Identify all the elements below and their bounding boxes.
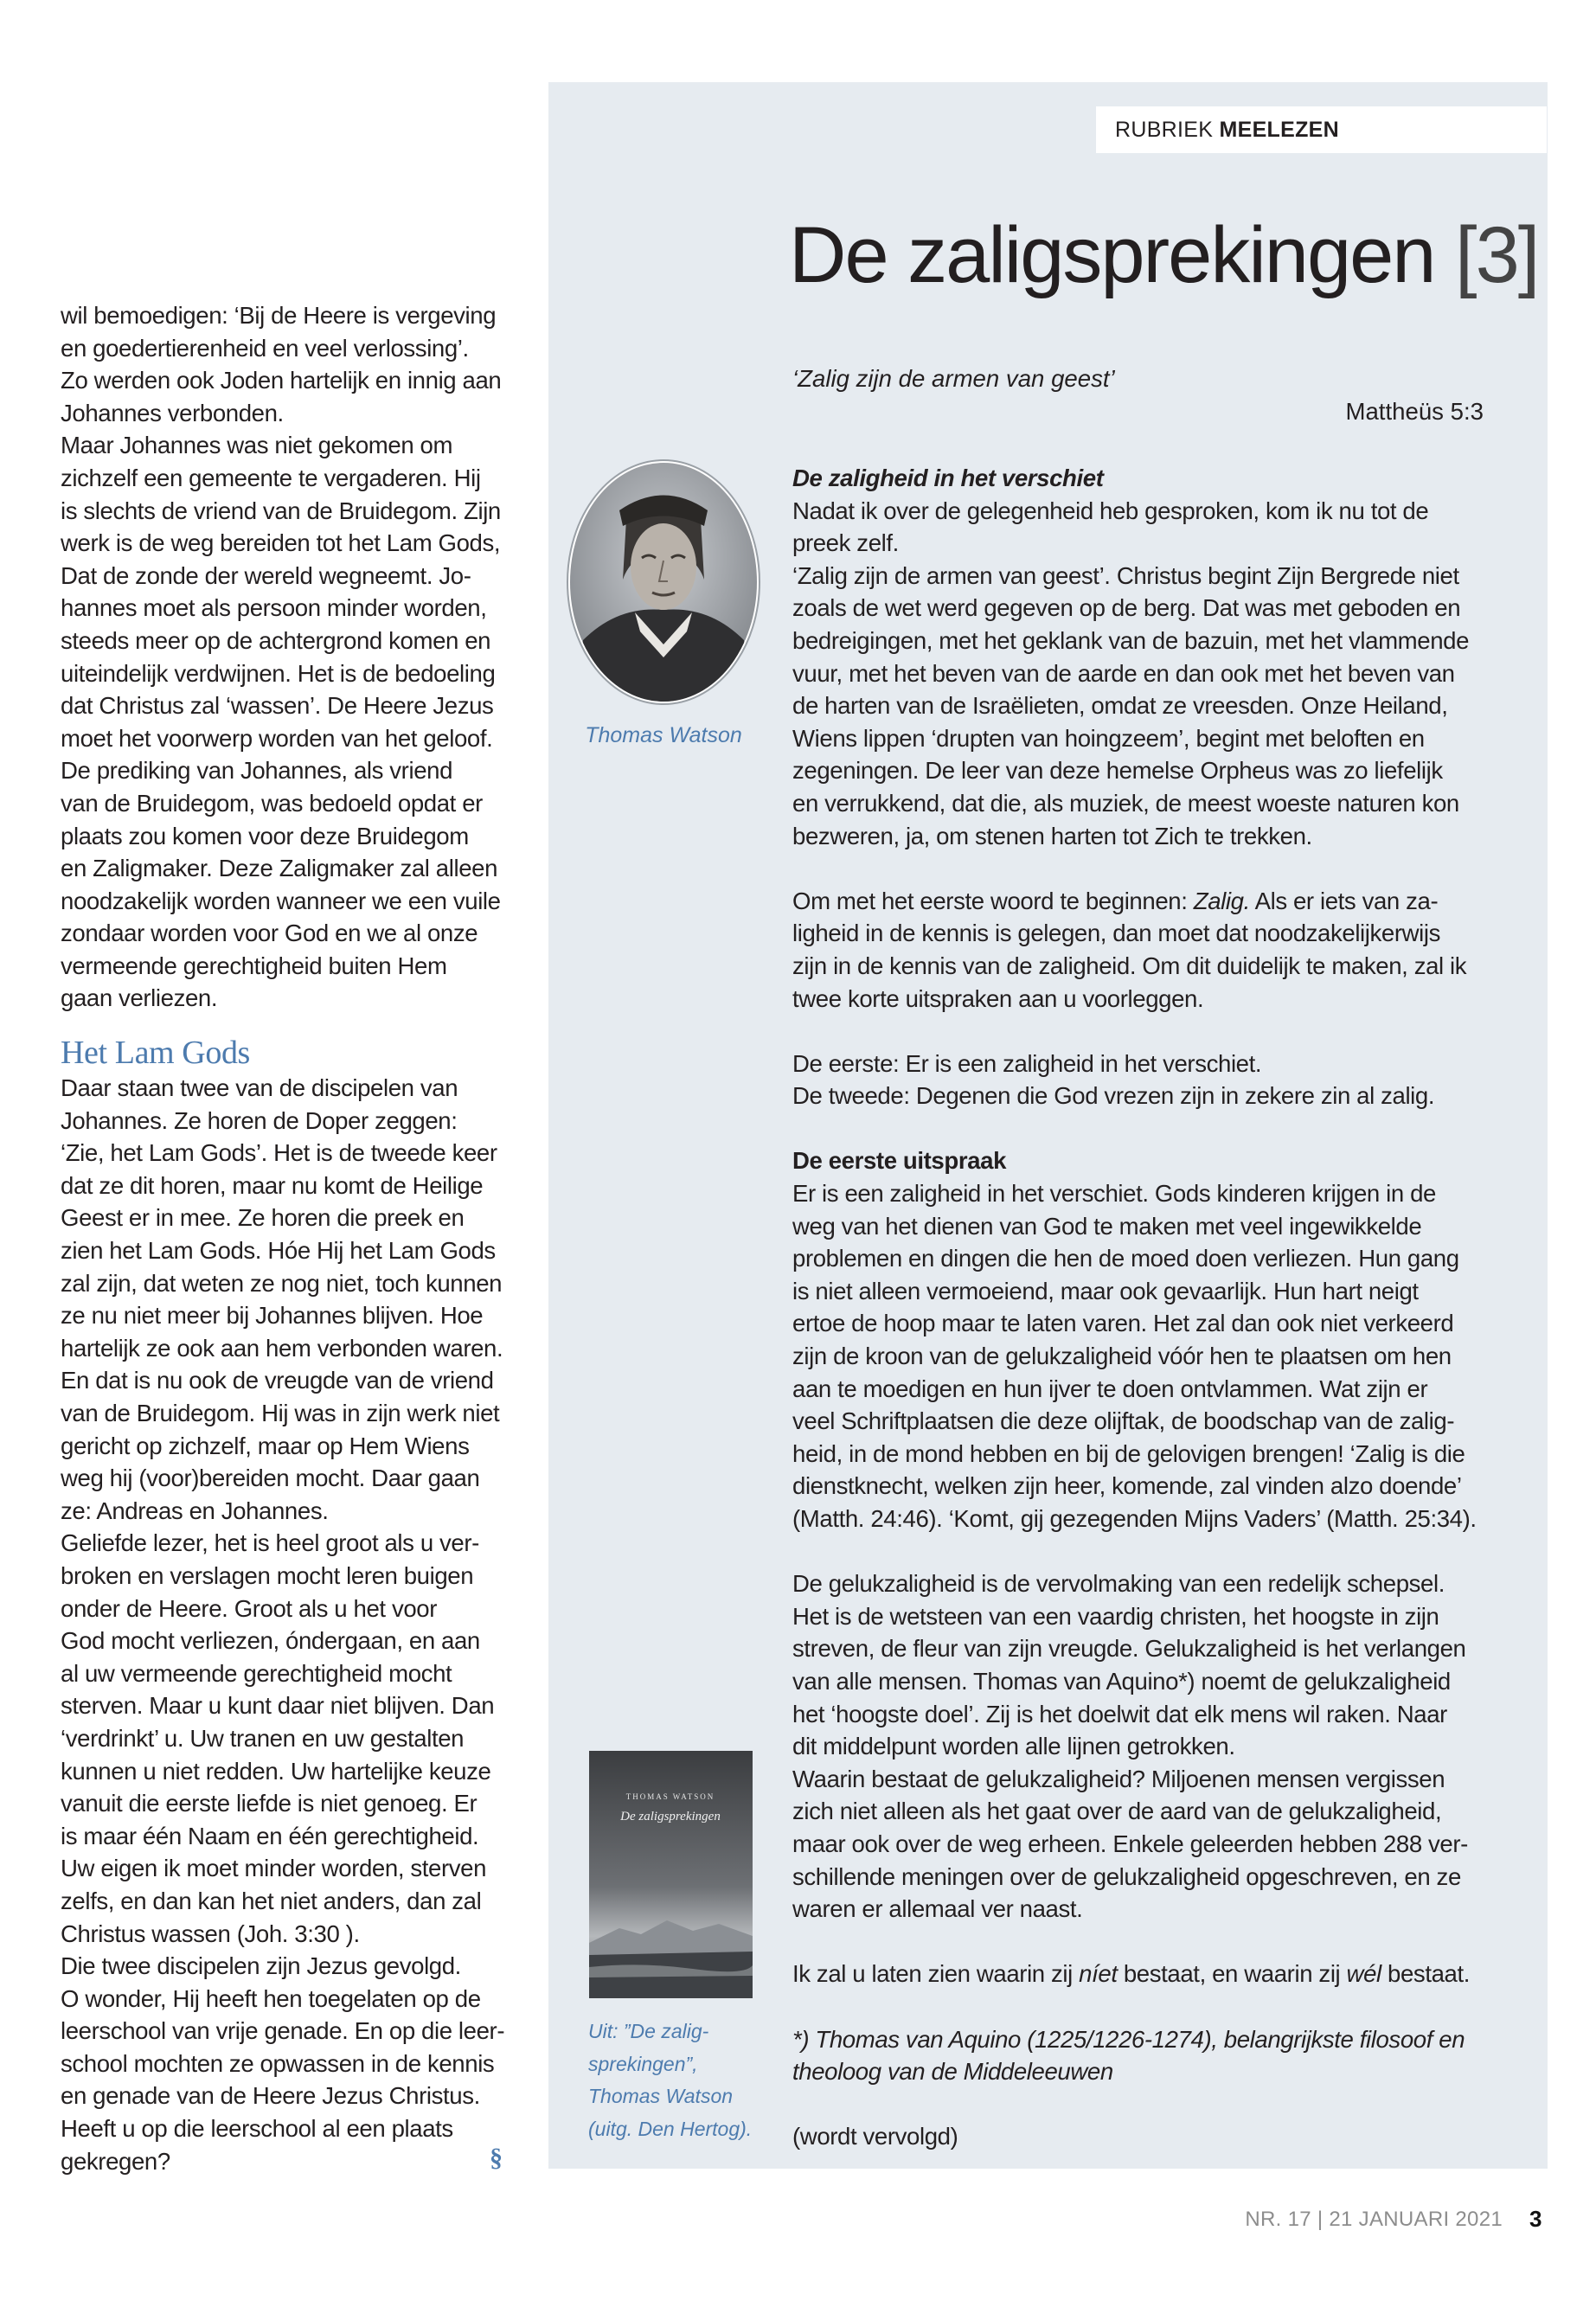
left-line: van de Bruidegom. Hij was in zijn werk niet: [61, 1400, 500, 1426]
main-line: problemen en dingen die hen de moed doen verliezen. Hun gang: [792, 1245, 1459, 1272]
epigraph-reference: Mattheüs 5:3: [1345, 398, 1484, 425]
main-line: Wiens lippen ‘drupten van hoingzeem’, begint met beloften en: [792, 724, 1425, 752]
left-line: Maar Johannes was niet gekomen om: [61, 432, 453, 459]
left-line: Geest er in mee. Ze horen die preek en: [61, 1204, 465, 1232]
left-line: onder de Heere. Groot als u het voor: [61, 1594, 438, 1622]
main-line: van alle mensen. Thomas van Aquino*) noemt de gelukzaligheid: [792, 1667, 1451, 1695]
main-line: Er is een zaligheid in het verschiet. Gods kinderen krijgen in de: [792, 1180, 1436, 1208]
left-line: ‘Zie, het Lam Gods’. Het is de tweede keer: [61, 1139, 497, 1167]
left-line: leerschool van vrije genade. En op die leer-: [61, 2017, 505, 2045]
footnote-line: *) Thomas van Aquino (1225/1226-1274), belangrijkste filosoof en: [792, 2025, 1465, 2053]
subheading: De zaligheid in het verschiet: [792, 465, 1104, 491]
rubriek-name: MEELEZEN: [1219, 118, 1340, 142]
main-line: de harten van de Israëlieten, omdat ze vreesden. Onze Heiland,: [792, 692, 1448, 720]
epigraph-quote: ‘Zalig zijn de armen van geest’: [792, 365, 1115, 392]
main-line: veel Schriftplaatsen die deze olijftak, de boodschap van de zalig-: [792, 1407, 1455, 1435]
left-line: gericht op zichzelf, maar op Hem Wiens: [61, 1432, 470, 1459]
left-line: en Zaligmaker. Deze Zaligmaker zal alleen: [61, 855, 498, 882]
left-line: zelfs, en dan kan het niet anders, dan zal: [61, 1887, 482, 1914]
title-number: [3]: [1455, 211, 1539, 299]
title-text: De zaligsprekingen: [789, 211, 1456, 299]
left-line: al uw vermeende gerechtigheid mocht: [61, 1659, 452, 1687]
left-line: ze nu niet meer bij Johannes blijven. Hoe: [61, 1302, 484, 1330]
rubriek-label: [1096, 106, 1547, 153]
main-line: ligheid in de kennis is gelegen, dan moet dat noodzakelijkerwijs: [792, 920, 1441, 947]
main-line: zich niet alleen als het gaat over de aard van de gelukzaligheid,: [792, 1798, 1442, 1825]
main-line: en verrukkend, dat die, als muziek, de meest woeste naturen kon: [792, 789, 1459, 817]
main-line: weg van het dienen van God te maken met veel ingewikkelde: [792, 1212, 1422, 1240]
left-line: wil bemoedigen: ‘Bij de Heere is vergeving: [61, 302, 497, 329]
main-line: bezweren, ja, om stenen harten tot Zich te trekken.: [792, 822, 1312, 849]
main-line: is niet alleen vermoeiend, maar ook gevaarlijk. Hun hart neigt: [792, 1277, 1419, 1304]
left-line: gekregen?: [61, 2147, 170, 2175]
left-line: Die twee discipelen zijn Jezus gevolgd.: [61, 1952, 461, 1980]
left-line: is maar één Naam en één gerechtigheid.: [61, 1822, 479, 1849]
footnote-line: theoloog van de Middeleeuwen: [792, 2058, 1113, 2086]
left-line: dat Christus zal ‘wassen’. De Heere Jezus: [61, 692, 494, 720]
page-title: [789, 208, 1538, 303]
left-line: werk is de weg bereiden tot het Lam Gods,: [61, 529, 501, 557]
main-line: Het is de wetsteen van een vaardig christen, het hoogste in zijn: [792, 1602, 1439, 1630]
left-line: steeds meer op de achtergrond komen en: [61, 626, 491, 654]
left-line: Daar staan twee van de discipelen van: [61, 1074, 458, 1102]
left-line: van de Bruidegom, was bedoeld opdat er: [61, 789, 483, 817]
left-line: zien het Lam Gods. Hóe Hij het Lam Gods: [61, 1237, 496, 1265]
left-line: Dat de zonde der wereld wegneemt. Jo-: [61, 561, 471, 589]
main-line: heid, in de mond hebben en bij de gelovigen brengen! ‘Zalig is die: [792, 1439, 1465, 1467]
book-author: THOMAS WATSON: [625, 1792, 715, 1801]
main-line: zegeningen. De leer van deze hemelse Orpheus was zo liefelijk: [792, 757, 1443, 785]
left-line: ‘verdrinkt’ u. Uw tranen en uw gestalten: [61, 1724, 465, 1752]
main-line: zijn de kroon van de gelukzaligheid vóór hen te plaatsen om hen: [792, 1343, 1452, 1370]
left-line: God mocht verliezen, óndergaan, en aan: [61, 1627, 480, 1655]
main-line: bedreigingen, met het geklank van de bazuin, met het vlammende: [792, 626, 1470, 654]
left-line: dat ze dit horen, maar nu komt de Heilige: [61, 1171, 484, 1199]
left-line: Heeft u op die leerschool al een plaats: [61, 2115, 453, 2143]
left-line: plaats zou komen voor deze Bruidegom: [61, 822, 469, 849]
main-line: aan te moedigen en hun ijver te doen ontvlammen. Wat zijn er: [792, 1375, 1428, 1402]
left-line: Uw eigen ik moet minder worden, sterven: [61, 1855, 487, 1882]
main-line: zoals de wet werd gegeven op de berg. Dat was met geboden en: [792, 594, 1461, 622]
main-line: streven, de fleur van zijn vreugde. Gelukzaligheid is het verlangen: [792, 1635, 1466, 1663]
main-line: schillende meningen over de gelukzaligheid opgeschreven, en ze: [792, 1862, 1461, 1890]
left-line: Johannes verbonden.: [61, 399, 284, 426]
left-line: vermeende gerechtigheid buiten Hem: [61, 952, 447, 979]
main-line: Waarin bestaat de gelukzaligheid? Miljoenen mensen vergissen: [792, 1765, 1445, 1792]
rubriek-prefix: RUBRIEK: [1115, 118, 1220, 142]
main-line: vuur, met het beven van de aarde en dan ook met het beven van: [792, 659, 1455, 687]
left-line: sterven. Maar u kunt daar niet blijven. Dan: [61, 1692, 495, 1720]
book-caption-line: Uit: ”De zalig-: [588, 2020, 709, 2042]
main-line: ertoe de hoop maar te laten varen. Het zal dan ook niet verkeerd: [792, 1310, 1454, 1337]
left-line: zondaar worden voor God en we al onze: [61, 920, 478, 947]
subheading: De eerste uitspraak: [792, 1147, 1007, 1175]
portrait-caption: Thomas Watson: [585, 723, 742, 747]
main-line: maar ook over de weg erheen. Enkele geleerden hebben 288 ver-: [792, 1830, 1468, 1857]
left-line: school mochten ze opwassen in de kennis: [61, 2049, 495, 2077]
left-line: zal zijn, dat weten ze nog niet, toch kunnen: [61, 1269, 503, 1297]
page-number: 3: [1529, 2206, 1542, 2232]
main-line: Ik zal u laten zien waarin zij níet bestaat, en waarin zij wél bestaat.: [792, 1960, 1471, 1988]
left-line: Geliefde lezer, het is heel groot als u ver-: [61, 1529, 479, 1557]
main-line: (Matth. 24:46). ‘Komt, gij gezegenden Mijns Vaders’ (Matth. 25:34).: [792, 1505, 1477, 1532]
left-line: En dat is nu ook de vreugde van de vriend: [61, 1367, 494, 1394]
main-line: De tweede: Degenen die God vrezen zijn in zekere zin al zalig.: [792, 1082, 1435, 1110]
book-caption-line: sprekingen”,: [588, 2052, 698, 2075]
left-line: gaan verliezen.: [61, 984, 218, 1012]
main-line: Nadat ik over de gelegenheid heb gesproken, kom ik nu tot de: [792, 497, 1429, 524]
main-line: dienstknecht, welken zijn heer, komende, zal vinden alzo doende’: [792, 1472, 1462, 1500]
main-line: het ‘hoogste doel’. Zij is het doelwit dat elk mens wil raken. Naar: [792, 1700, 1447, 1727]
left-column: [61, 299, 510, 2177]
left-line: hartelijk ze ook aan hem verbonden waren.: [61, 1334, 503, 1362]
main-line: preek zelf.: [792, 529, 899, 557]
left-line: zichzelf een gemeente te vergaderen. Hij: [61, 464, 481, 491]
issue-info: NR. 17 | 21 JANUARI 2021: [1245, 2208, 1503, 2231]
main-column: [792, 462, 1484, 2153]
left-line: vanuit die eerste liefde is niet genoeg. Er: [61, 1790, 478, 1817]
main-line: De eerste: Er is een zaligheid in het verschiet.: [792, 1049, 1262, 1077]
section-heading: Het Lam Gods: [61, 1035, 250, 1072]
left-line: O wonder, Hij heeft hen toegelaten op de: [61, 1984, 481, 2012]
main-line: De gelukzaligheid is de vervolmaking van een redelijk schepsel.: [792, 1570, 1445, 1598]
end-mark-icon: §: [490, 2144, 503, 2172]
portrait-image: [566, 458, 761, 706]
left-line: moet het voorwerp worden van het geloof.: [61, 724, 493, 752]
main-line: waren er allemaal ver naast.: [792, 1895, 1083, 1923]
left-line: hannes moet als persoon minder worden,: [61, 594, 487, 622]
left-line: kunnen u niet redden. Uw hartelijke keuze: [61, 1757, 491, 1785]
left-line: Christus wassen (Joh. 3:30 ).: [61, 1920, 360, 1947]
left-line: weg hij (voor)bereiden mocht. Daar gaan: [61, 1465, 480, 1492]
main-line: Om met het eerste woord te beginnen: Zalig. Als er iets van za-: [792, 887, 1439, 914]
left-line: noodzakelijk worden wanneer we een vuile: [61, 887, 501, 914]
main-line: zijn in de kennis van de zaligheid. Om dit duidelijk te maken, zal ik: [792, 952, 1467, 979]
left-line: ze: Andreas en Johannes.: [61, 1497, 329, 1524]
main-line: dit middelpunt worden alle lijnen getrokken.: [792, 1733, 1235, 1760]
book-caption: [588, 2016, 770, 2145]
left-line: Johannes. Ze horen de Doper zeggen:: [61, 1106, 458, 1134]
main-line: twee korte uitspraken aan u voorleggen.: [792, 984, 1204, 1012]
left-line: is slechts de vriend van de Bruidegom. Zijn: [61, 497, 501, 524]
main-line: ‘Zalig zijn de armen van geest’. Christus begint Zijn Bergrede niet: [792, 561, 1459, 589]
continued-note: (wordt vervolgd): [792, 2123, 958, 2150]
book-caption-line: Thomas Watson: [588, 2085, 734, 2107]
left-line: De prediking van Johannes, als vriend: [61, 757, 453, 785]
left-line: en genade van de Heere Jezus Christus.: [61, 2082, 480, 2110]
book-cover-image: [589, 1751, 753, 1998]
book-title: De zaligsprekingen: [620, 1810, 721, 1823]
left-line: broken en verslagen mocht leren buigen: [61, 1561, 474, 1589]
left-line: uiteindelijk verdwijnen. Het is de bedoeling: [61, 659, 496, 687]
left-line: Zo werden ook Joden hartelijk en innig aan: [61, 367, 502, 394]
left-line: en goedertierenheid en veel verlossing’.: [61, 334, 469, 362]
book-caption-line: (uitg. Den Hertog).: [588, 2117, 753, 2140]
